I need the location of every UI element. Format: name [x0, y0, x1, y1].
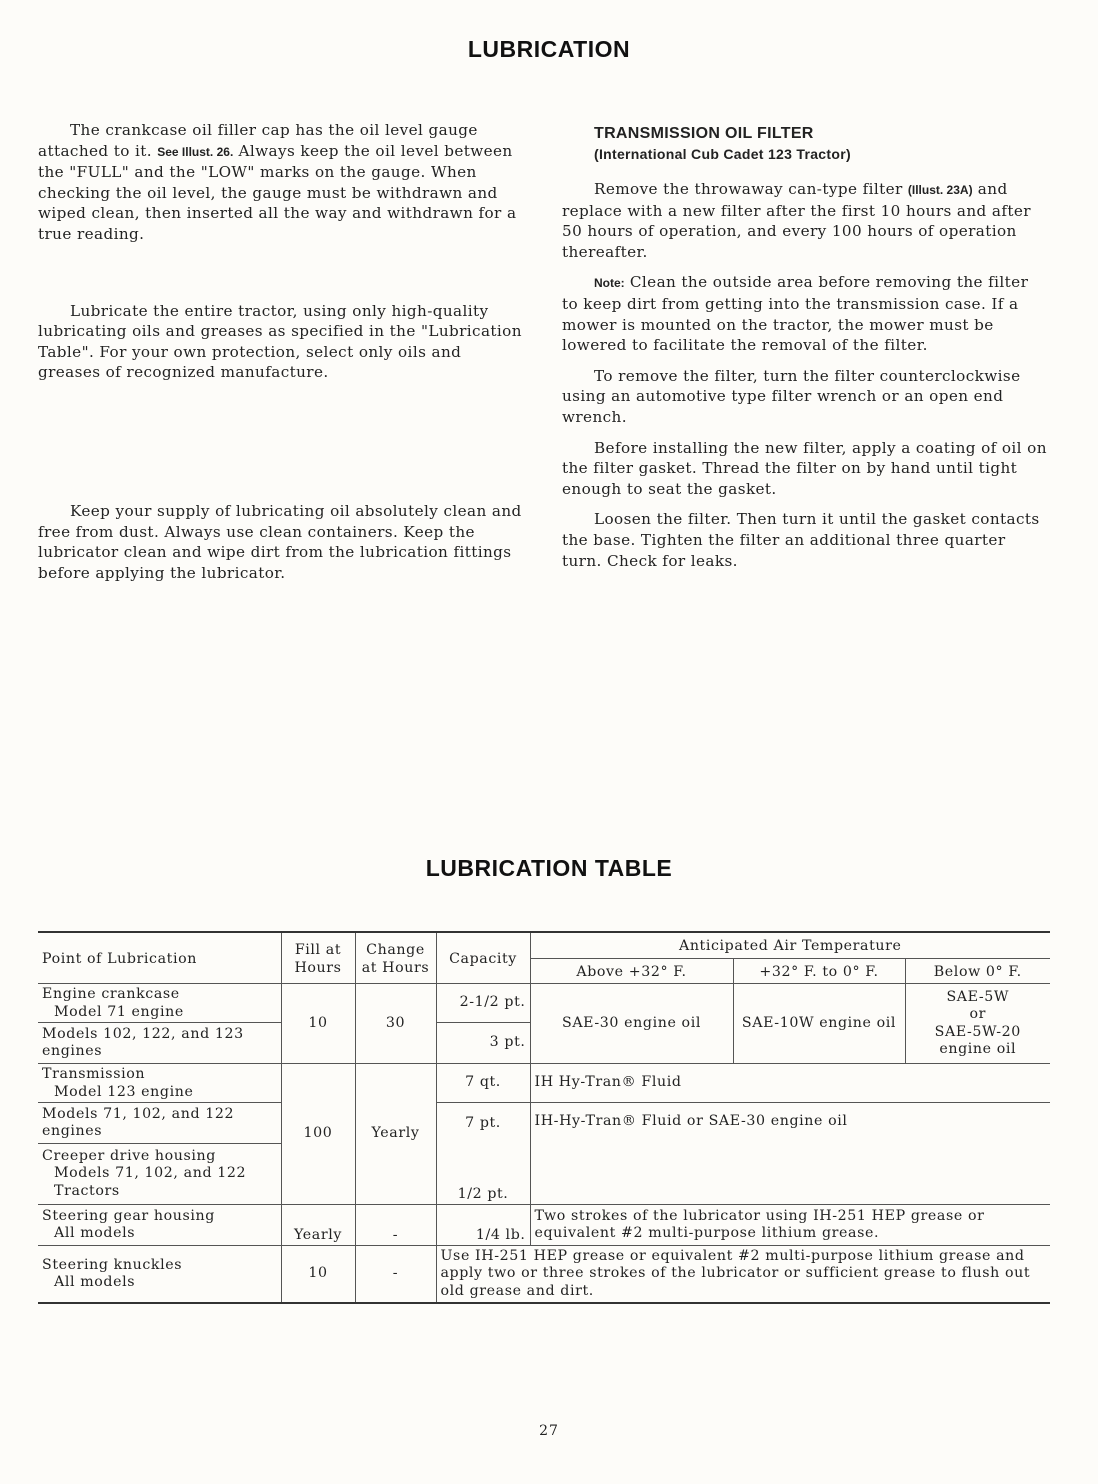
paragraph-remove-filter: Remove the throwaway can-type filter (Illust. 23A) and replace with a new filter after the first 10 hours and after 50 hours of operation, and every 100 hours of operation thereafter. — [562, 180, 1031, 261]
illustration-ref: (Illust. 23A) — [907, 183, 973, 197]
page-number: 27 — [539, 1423, 559, 1439]
table-row: Creeper drive housing Models 71, 102, and 122 Tractors 1/2 pt. — [38, 1144, 1050, 1205]
table-row: Engine crankcase Model 71 engine 10 30 2-1/2 pt. SAE-30 engine oil SAE-10W engine oil SAE-5W or SAE-5W-20 engine oil — [38, 984, 1050, 1023]
table-header-row — [38, 932, 1050, 958]
paragraph-note: Note: Clean the outside area before removing the filter to keep dirt from getting into the transmission case. If a mower is mounted on the tractor, the mower must be lowered to facilitate the removal of the filter. — [562, 273, 1029, 355]
header-fill: Fill at Hours — [281, 932, 355, 984]
paragraph-remove: To remove the filter, turn the filter counterclockwise using an automotive type filter wrench or an open end wrench. — [562, 366, 1021, 426]
header-mid: +32° F. to 0° F. — [733, 958, 905, 984]
lubrication-table — [38, 931, 1050, 1304]
section-heading: TRANSMISSION OIL FILTER — [594, 125, 814, 142]
illustration-ref: See Illust. 26. — [157, 144, 234, 159]
section-subheading: (International Cub Cadet 123 Tractor) — [594, 146, 851, 162]
table-row: Transmission Model 123 engine 100 Yearly 7 qt. IH Hy-Tran® Fluid — [38, 1064, 1050, 1103]
header-change: Change at Hours — [355, 932, 436, 984]
header-point: Point of Lubrication — [38, 932, 281, 984]
paragraph-supply: Keep your supply of lubricating oil absolutely clean and free from dust. Always use clean containers. Keep the lubricator clean and wipe dirt from the lubrication fittings before applying the lubricator. — [38, 501, 522, 582]
table-title: LUBRICATION TABLE — [425, 855, 673, 881]
table-row: Models 102, 122, and 123 engines 3 pt. — [38, 1023, 1050, 1064]
paragraph-install: Before installing the new filter, apply a coating of oil on the filter gasket. Thread the filter on by hand until tight enough to seat the gasket. — [562, 438, 1047, 498]
table-row: Steering knuckles All models 10 - Use IH-251 HEP grease or equivalent #2 multi-purpose lithium grease and apply two or three strokes of the lubricator or sufficient grease to flush out old grease and dirt. — [38, 1246, 1050, 1304]
paragraph-lubricate: Lubricate the entire tractor, using only high-quality lubricating oils and greases as specified in the "Lubrication Table". For your own protection, select only oils and greases of recognized manufacture. — [38, 301, 522, 382]
left-column — [38, 120, 522, 583]
header-temperature: Anticipated Air Temperature — [530, 932, 1050, 958]
table-row: Models 71, 102, and 122 engines 7 pt. IH-Hy-Tran® Fluid or SAE-30 engine oil — [38, 1103, 1050, 1144]
header-below: Below 0° F. — [905, 958, 1050, 984]
header-above: Above +32° F. — [530, 958, 733, 984]
page-title: LUBRICATION — [467, 36, 631, 62]
paragraph-loosen: Loosen the filter. Then turn it until the gasket contacts the base. Tighten the filter an additional three quarter turn. Check for leaks. — [562, 510, 1040, 570]
right-column — [562, 123, 1048, 571]
header-capacity: Capacity — [436, 932, 530, 984]
note-label: Note: — [594, 276, 625, 291]
table-row: Steering gear housing All models Yearly - 1/4 lb. Two strokes of the lubricator using IH-251 HEP grease or equivalent #2 multi-purpose lithium grease. — [38, 1205, 1050, 1246]
paragraph-oil-level: The crankcase oil filler cap has the oil level gauge attached to it. See Illust. 26. Always keep the oil level between the "FULL" and the "LOW" marks on the gauge. When checking the oil level, the gauge must be withdrawn and wiped clean, then inserted all the way and withdrawn for a true reading. — [38, 121, 517, 243]
